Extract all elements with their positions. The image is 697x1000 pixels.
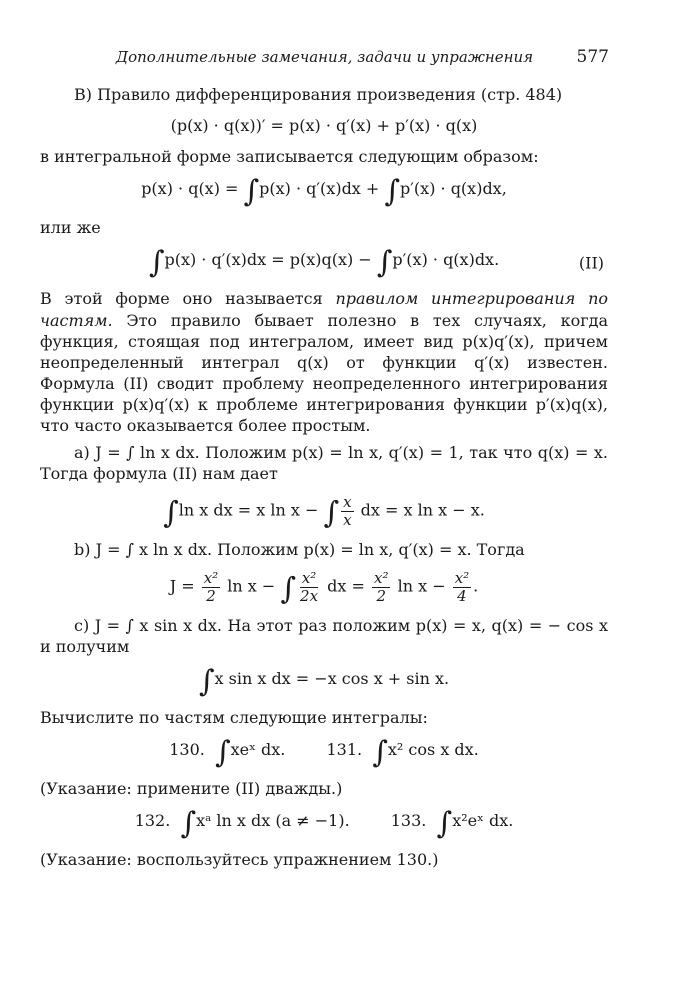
page-body bbox=[40, 84, 608, 870]
exercise-number: 131. bbox=[326, 739, 363, 759]
fraction bbox=[298, 570, 320, 604]
fraction bbox=[202, 570, 220, 604]
integral-sign: ∫ bbox=[280, 571, 297, 607]
integral-sign: ∫ bbox=[436, 805, 453, 841]
denominator: 2 bbox=[376, 586, 387, 605]
running-title: Дополнительные замечания, задачи и упражнения bbox=[115, 48, 534, 66]
numerator: x² bbox=[374, 569, 389, 588]
denominator: x bbox=[343, 510, 352, 529]
integral-sign: ∫ bbox=[372, 734, 388, 770]
exercise-131 bbox=[326, 734, 479, 770]
text-run: Это правило бывает полезно в тех случаях, когда функция, стоящая под интегралом, имеет вид p(x)q′(x), причем неопределенный интеграл q(x) от функции q′(x) известен. Формула (II) сводит проблему неопределенного интегрирования функции p(x)q′(x) к проблеме интегрирования функции p′(x)q(x), что часто оказывается более простым. bbox=[40, 310, 608, 436]
equation-term: x sin x dx = −x cos x + sin x. bbox=[214, 668, 450, 688]
exercise-number: 130. bbox=[169, 739, 205, 759]
integral-sign: ∫ bbox=[148, 245, 165, 281]
exercises-132-133 bbox=[40, 805, 608, 841]
numerator: x² bbox=[454, 569, 470, 588]
equation-integration-by-parts bbox=[40, 245, 608, 281]
equation-lhs: J = bbox=[169, 576, 200, 596]
equation-integral-form bbox=[40, 174, 608, 210]
denominator: 4 bbox=[457, 586, 467, 605]
equation-term: dx = bbox=[322, 576, 370, 596]
exercise-132 bbox=[134, 805, 350, 841]
equation-example-b bbox=[40, 570, 608, 605]
equation-product-derivative bbox=[40, 115, 608, 136]
example-c: c) J = ∫ x sin x dx. На этот раз положим p(x) = x, q(x) = − cos x и получим bbox=[40, 615, 608, 656]
paragraph-exercises-intro: Вычислите по частям следующие интегралы: bbox=[40, 707, 428, 727]
hint-130-131: (Указание: примените (II) дважды.) bbox=[40, 778, 343, 798]
exercise-expression: x² cos x dx. bbox=[387, 739, 479, 759]
fraction bbox=[453, 570, 471, 604]
example-b: b) J = ∫ x ln x dx. Положим p(x) = ln x, q′(x) = x. Тогда bbox=[74, 539, 525, 559]
exercise-number: 132. bbox=[134, 810, 171, 830]
integral-sign: ∫ bbox=[215, 734, 231, 770]
equation-term: p(x) · q′(x)dx + bbox=[259, 179, 385, 199]
integral-sign: ∫ bbox=[243, 174, 260, 210]
integral-sign: ∫ bbox=[376, 245, 393, 281]
example-a: a) J = ∫ ln x dx. Положим p(x) = ln x, q′(x) = 1, так что q(x) = x. Тогда формула (II) нам дает bbox=[40, 443, 608, 484]
page-number: 577 bbox=[576, 47, 609, 67]
integral-sign: ∫ bbox=[384, 174, 401, 210]
equation-lhs: p(x) · q(x) = bbox=[141, 179, 244, 199]
equation-example-a bbox=[40, 494, 608, 529]
exercise-expression: x²eˣ dx. bbox=[452, 810, 514, 830]
paragraph-explanation bbox=[40, 288, 608, 436]
fraction bbox=[372, 570, 390, 604]
numerator: x bbox=[343, 493, 352, 512]
equation-term: p′(x) · q(x)dx. bbox=[392, 250, 500, 270]
equation-term: . bbox=[473, 576, 479, 596]
exercises-130-131 bbox=[40, 734, 608, 770]
emphasis-term: правилом интегрирования по частям. bbox=[40, 289, 609, 330]
equation-text: (p(x) · q(x))′ = p(x) · q′(x) + p′(x) · q(x) bbox=[170, 116, 478, 136]
equation-term: p(x) · q′(x)dx = p(x)q(x) − bbox=[164, 250, 377, 270]
paragraph-or: или же bbox=[40, 218, 101, 238]
equation-term: ln x − bbox=[222, 576, 281, 596]
text-run: В этой форме оно называется bbox=[40, 289, 336, 309]
exercise-130 bbox=[169, 734, 286, 770]
integral-sign: ∫ bbox=[198, 663, 215, 699]
exercise-expression: xᵃ ln x dx (a ≠ −1). bbox=[196, 810, 350, 830]
fraction bbox=[341, 494, 353, 528]
equation-number: (II) bbox=[578, 253, 604, 273]
equation-term: p′(x) · q(x)dx, bbox=[400, 179, 507, 199]
exercise-number: 133. bbox=[390, 810, 427, 830]
numerator: x² bbox=[203, 569, 219, 588]
exercise-133 bbox=[390, 805, 514, 841]
equation-term: ln x − bbox=[392, 576, 451, 596]
numerator: x² bbox=[301, 569, 317, 588]
equation-term: ln x dx = x ln x − bbox=[178, 500, 324, 520]
equation-example-c bbox=[40, 663, 608, 699]
integral-sign: ∫ bbox=[163, 495, 179, 531]
denominator: 2x bbox=[300, 586, 319, 605]
hint-132-133: (Указание: воспользуйтесь упражнением 130.) bbox=[40, 849, 439, 869]
integral-sign: ∫ bbox=[180, 805, 197, 841]
paragraph-product-rule: B) Правило дифференцирования произведения (стр. 484) bbox=[74, 85, 563, 104]
denominator: 2 bbox=[206, 586, 216, 605]
paragraph-integral-form: в интегральной форме записывается следующим образом: bbox=[40, 147, 539, 167]
equation-term: dx = x ln x − x. bbox=[355, 500, 485, 520]
integral-sign: ∫ bbox=[323, 495, 340, 531]
exercise-expression: xeˣ dx. bbox=[230, 739, 286, 759]
